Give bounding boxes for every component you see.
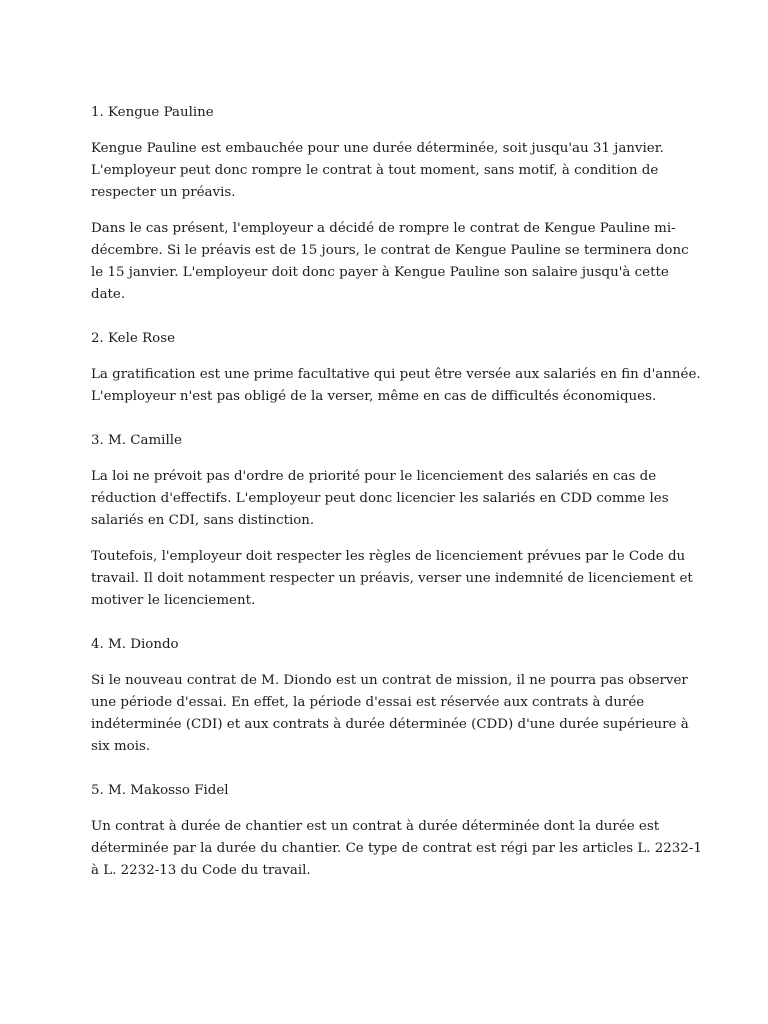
document-body [91,102,702,904]
section-m-diondo [91,634,691,758]
paragraph-line: date. [91,287,126,302]
paragraph-line: L'employeur peut donc rompre le contrat à tout moment, sans motif, à condition de [91,163,659,178]
paragraph-line: salariés en CDI, sans distinction. [91,513,315,528]
paragraph-line: Dans le cas présent, l'employeur a décidé de rompre le contrat de Kengue Pauline mi- [91,221,676,236]
section-heading: 4. M. Diondo [91,637,179,652]
paragraph-line: Un contrat à durée de chantier est un contrat à durée déterminée dont la durée est [91,819,660,834]
paragraph [91,138,691,204]
paragraph-line: le 15 janvier. L'employeur doit donc payer à Kengue Pauline son salaire jusqu'à cette [91,265,669,280]
paragraph-line: motiver le licenciement. [91,593,256,608]
paragraph-line: décembre. Si le préavis est de 15 jours, le contrat de Kengue Pauline se terminera donc [91,243,689,258]
section-heading: 3. M. Camille [91,433,182,448]
section-m-camille [91,430,691,612]
paragraph-line: L'employeur n'est pas obligé de la verser, même en cas de difficultés économiques. [91,389,657,404]
paragraph-line: Si le nouveau contrat de M. Diondo est un contrat de mission, il ne pourra pas observer [91,673,688,688]
section-m-makosso-fidel [91,780,702,882]
paragraph-line: à L. 2232-13 du Code du travail. [91,863,311,878]
paragraph-line: Kengue Pauline est embauchée pour une durée déterminée, soit jusqu'au 31 janvier. [91,141,664,156]
paragraph-line: La loi ne prévoit pas d'ordre de priorité pour le licenciement des salariés en cas de [91,469,657,484]
paragraph-line: indéterminée (CDI) et aux contrats à durée déterminée (CDD) d'une durée supérieure à [91,717,689,732]
section-kele-rose [91,328,701,408]
paragraph [91,816,702,882]
section-heading: 5. M. Makosso Fidel [91,783,229,798]
paragraph-line: travail. Il doit notamment respecter un préavis, verser une indemnité de licenciement et [91,571,693,586]
paragraph-line: La gratification est une prime facultative qui peut être versée aux salariés en fin d'année. [91,367,701,382]
section-heading: 2. Kele Rose [91,331,176,346]
paragraph-line: réduction d'effectifs. L'employeur peut donc licencier les salariés en CDD comme les [91,491,669,506]
paragraph [91,364,701,408]
paragraph-line: six mois. [91,739,151,754]
paragraph [91,670,691,758]
paragraph [91,218,691,306]
paragraph-line: déterminée par la durée du chantier. Ce type de contrat est régi par les articles L. 2232-1 [91,841,702,856]
section-heading: 1. Kengue Pauline [91,105,214,120]
section-kengue-pauline [91,102,691,306]
paragraph [91,546,691,612]
paragraph-line: une période d'essai. En effet, la période d'essai est réservée aux contrats à durée [91,695,645,710]
paragraph-line: respecter un préavis. [91,185,236,200]
paragraph [91,466,691,532]
paragraph-line: Toutefois, l'employeur doit respecter les règles de licenciement prévues par le Code du [91,549,686,564]
